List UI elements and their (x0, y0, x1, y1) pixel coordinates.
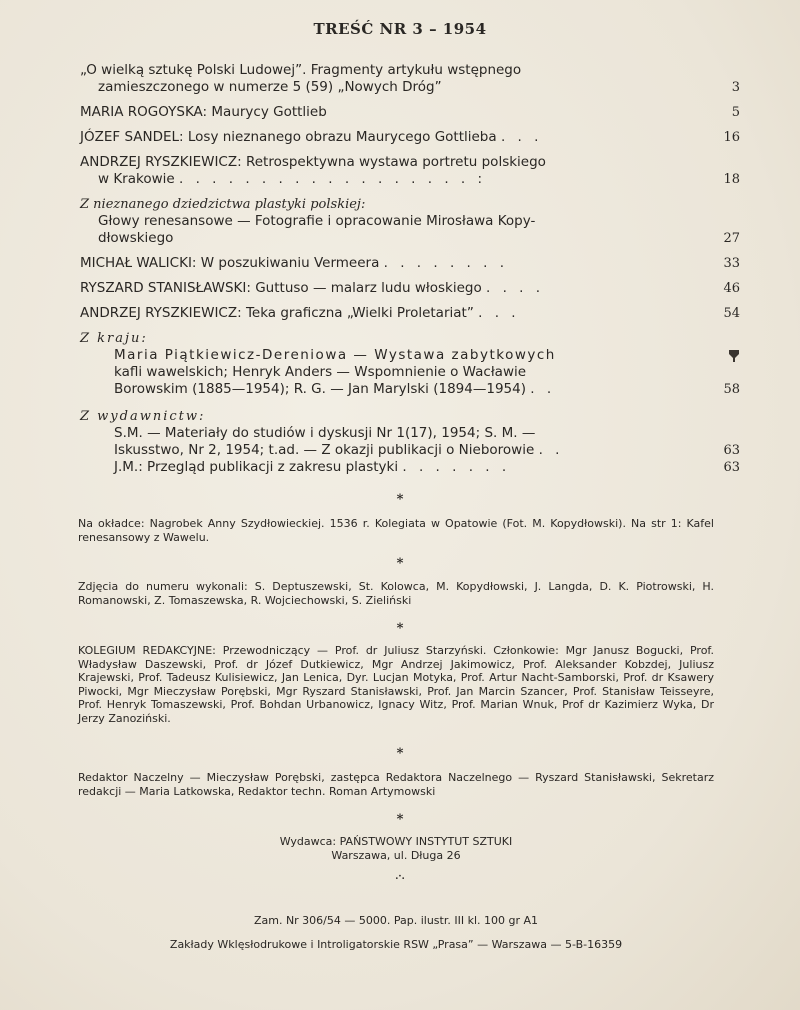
order-info: Zam. Nr 306/54 — 5000. Pap. ilustr. III kl. 100 gr A1 (253, 914, 539, 927)
page-number: 54 (723, 306, 740, 321)
printer-info: Zakłady Wklęsłodrukowe i Introligatorskie RSW „Prasa” — Warszawa — 5-B-16359 (169, 938, 623, 951)
separator-star: * (396, 746, 404, 761)
section-label: Z kraju: (80, 331, 148, 346)
separator-mark: .·. (395, 872, 405, 882)
photo-credits: Zdjęcia do numeru wykonali: S. Deptuszewski, St. Kolowca, M. Kopydłowski, J. Langda, D. K. Piotrowski, H. Romanowski, Z. Tomaszewska, R. Wojciechowski, S. Zieliński (78, 580, 714, 607)
separator-star: * (396, 556, 404, 571)
page-number: 63 (723, 443, 740, 458)
page-number: 3 (731, 80, 740, 95)
toc-entry: ANDRZEJ RYSZKIEWICZ: Teka graficzna „Wielki Proletariat” . . . 54 (80, 305, 740, 321)
toc-entry: MICHAŁ WALICKI: W poszukiwaniu Vermeera . . . . . . . . 33 (80, 255, 740, 271)
page-number: 46 (723, 281, 740, 296)
page-number: 16 (723, 130, 740, 145)
toc-section-kraju: Z kraju: Maria Piątkiewicz-Dereniowa — Wystawa zabytkowych kafli wawelskich; Henryk Anders — Wspomnienie o Wacławie Borowskim (1885—1954); R. G. — Jan Marylski (1894—1954) . . 58 (80, 331, 740, 397)
toc-entry: Z nieznanego dziedzictwa plastyki polskiej: Głowy renesansowe — Fotografie i opracowanie Mirosława Kopy- dłowskiego 27 (80, 197, 740, 246)
separator-star: * (396, 621, 404, 636)
flag-mark-icon (728, 348, 740, 365)
page-title: TREŚĆ NR 3 – 1954 (313, 20, 487, 38)
page-number: 5 (731, 105, 740, 120)
toc-entry: MARIA ROGOYSKA: Maurycy Gottlieb 5 (80, 104, 740, 120)
cover-credit: Na okładce: Nagrobek Anny Szydłowieckiej. 1536 r. Kolegiata w Opatowie (Fot. M. Kopydłowski). Na str 1: Kafel renesansowy z Wawelu. (78, 517, 714, 544)
separator-star: * (396, 812, 404, 827)
page-number: 33 (723, 256, 740, 271)
editorial-board: KOLEGIUM REDAKCYJNE: Przewodniczący — Prof. dr Juliusz Starzyński. Członkowie: Mgr Janusz Bogucki, Prof. Władysław Daszewski, Prof. dr Józef Dutkiewicz, Mgr Andrzej Jakimowicz, Prof. Aleksander Kobzdej, Juliusz Krajewski, Prof. Tadeusz Kulisiewicz, Jan Lenica, Dyr. Lucjan Motyka, Prof. Artur Nacht-Samborski, Prof. dr Ksawery Piwocki, Mgr Mieczysław Porębski, Mgr Ryszard Stanisławski, Prof. Jan Marcin Szancer, Prof. Stanisław Teisseyre, Prof. Henryk Tomaszewski, Prof. Bohdan Urbanowicz, Ignacy Witz, Prof. Marian Wnuk, Prof dr Kazimierz Wyka, Dr Jerzy Zanoziński. (78, 644, 714, 725)
section-label: Z nieznanego dziedzictwa plastyki polskiej: (80, 197, 366, 212)
section-label: Z wydawnictw: (80, 409, 206, 424)
toc-entry: ANDRZEJ RYSZKIEWICZ: Retrospektywna wystawa portretu polskiego w Krakowie . . . . . . . . . . . . . . . . . . : 18 (80, 154, 740, 187)
page-number: 18 (723, 172, 740, 187)
editors: Redaktor Naczelny — Mieczysław Porębski, zastępca Redaktora Naczelnego — Ryszard Stanisławski, Sekretarz redakcji — Maria Latkowska, Redaktor techn. Roman Artymowski (78, 771, 714, 798)
page-number: 58 (723, 382, 740, 397)
toc-entry: JÓZEF SANDEL: Losy nieznanego obrazu Maurycego Gottlieba . . . 16 (80, 129, 740, 145)
toc-entry: RYSZARD STANISŁAWSKI: Guttuso — malarz ludu włoskiego . . . . 46 (80, 280, 740, 296)
separator-star: * (396, 492, 404, 507)
page-number: 27 (723, 231, 740, 246)
publisher: Wydawca: PAŃSTWOWY INSTYTUT SZTUKI Warszawa, ul. Długa 26 (279, 835, 513, 862)
table-of-contents (80, 62, 740, 481)
toc-section-wydawnictw: Z wydawnictw: S.M. — Materiały do studiów i dyskusji Nr 1(17), 1954; S. M. — Iskusstwo, Nr 2, 1954; t.ad. — Z okazji publikacji o Nieborowie . . 63 J.M.: Przegląd publikacji z zakresu plastyki . . . . . . . 63 (80, 409, 740, 475)
page-number: 63 (723, 460, 740, 475)
toc-entry: „O wielką sztukę Polski Ludowej”. Fragmenty artykułu wstępnego zamieszczonego w numerze 5 (59) „Nowych Dróg” 3 (80, 62, 740, 95)
